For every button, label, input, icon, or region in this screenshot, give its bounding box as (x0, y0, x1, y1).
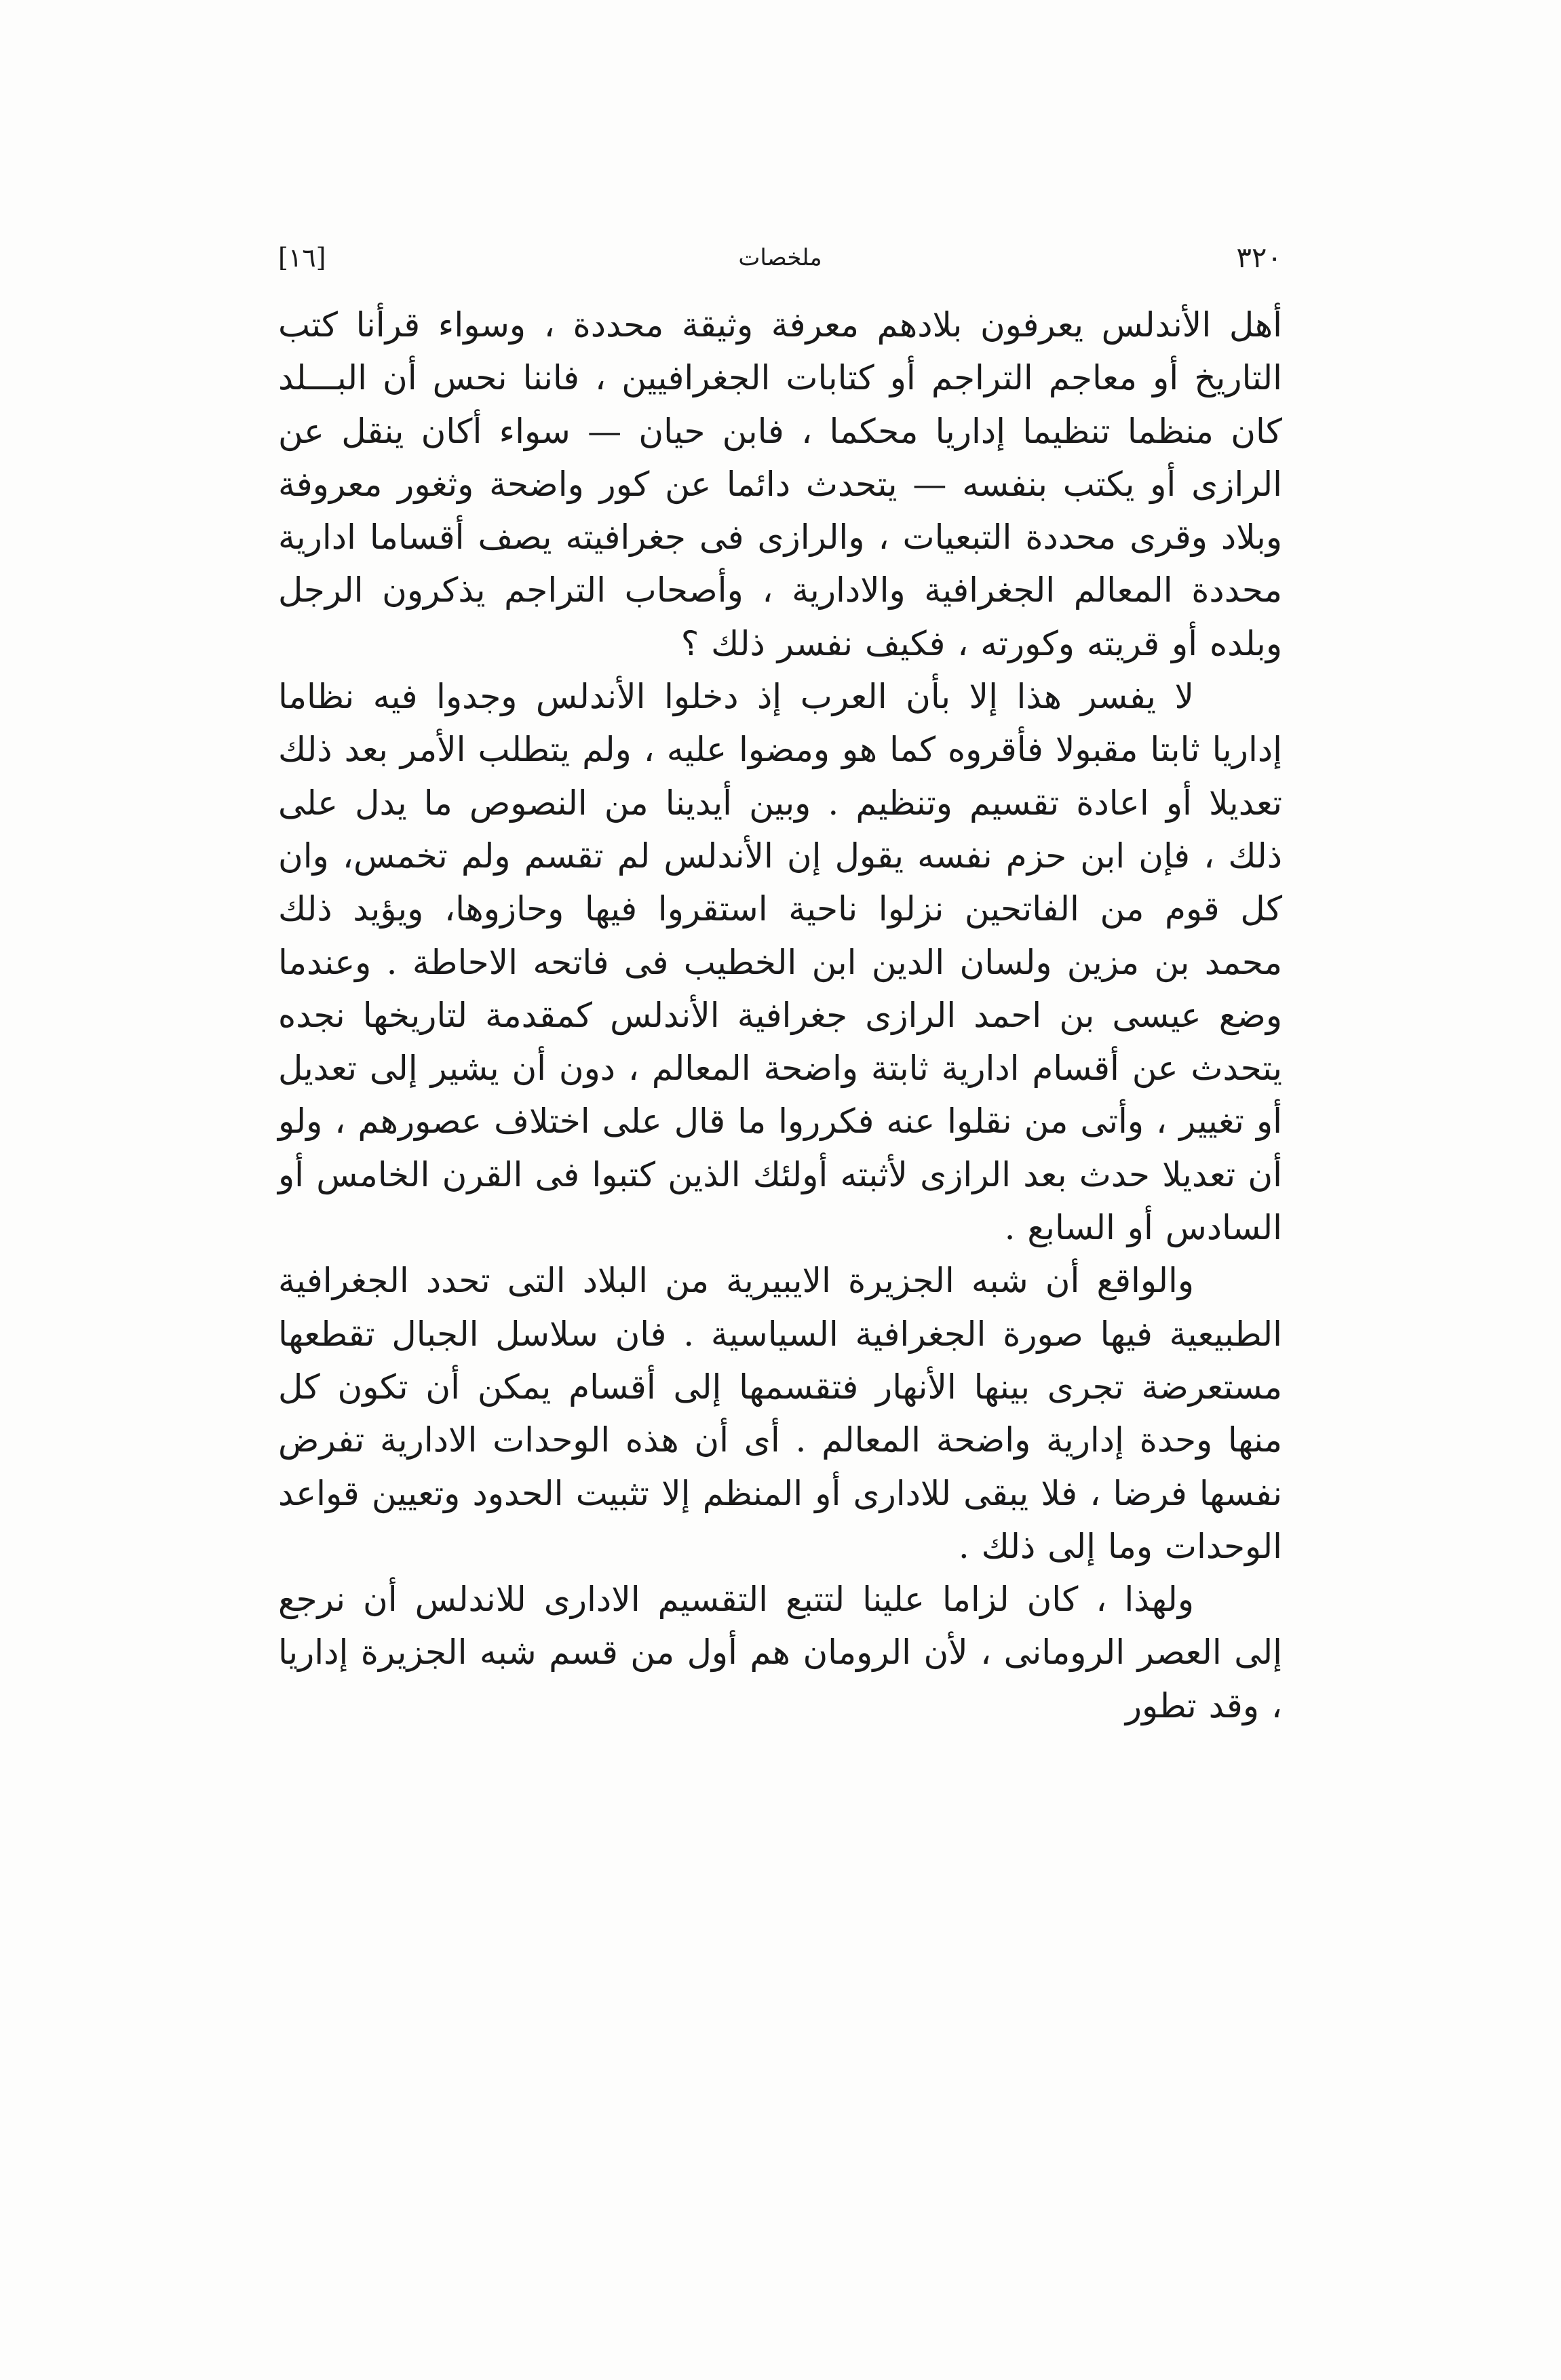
section-title: ملخصات (738, 244, 822, 271)
paragraph-2: لا يفسر هذا إلا بأن العرب إذ دخلوا الأندلس وجدوا فيه نظاما إداريا ثابتا مقبولا فأقروه كما هو ومضوا عليه ، ولم يتطلب الأمر بعد ذلك تعديلا أو اعادة تقسيم وتنظيم . وبين أيدينا من النصوص ما يدل على ذلك ، فإن ابن حزم نفسه يقول إن الأندلس لم تقسم ولم تخمس، وان كل قوم من الفاتحين نزلوا ناحية استقروا فيها وحازوها، ويؤيد ذلك محمد بن مزين ولسان الدين ابن الخطيب فى فاتحه الاحاطة . وعندما وضع عيسى بن احمد الرازى جغرافية الأندلس كمقدمة لتاريخها نجده يتحدث عن أقسام ادارية ثابتة واضحة المعالم ، دون أن يشير إلى تعديل أو تغيير ، وأتى من نقلوا عنه فكرروا ما قال على اختلاف عصورهم ، ولو أن تعديلا حدث بعد الرازى لأثبته أولئك الذين كتبوا فى القرن الخامس أو السادس أو السابع . (278, 677, 1282, 1248)
body-text (278, 298, 1282, 1732)
page-number: ٣٢٠ (1236, 241, 1282, 274)
paragraph-3: والواقع أن شبه الجزيرة الايبيرية من البلاد التى تحدد الجغرافية الطبيعية فيها صورة الجغرافية السياسية . فان سلاسل الجبال تقطعها مستعرضة تجرى بينها الأنهار فتقسمها إلى أقسام يمكن أن تكون كل منها وحدة إدارية واضحة المعالم . أى أن هذه الوحدات الادارية تفرض نفسها فرضا ، فلا يبقى للادارى أو المنظم إلا تثبيت الحدود وتعيين قواعد الوحدات وما إلى ذلك . (278, 1261, 1282, 1566)
paragraph-4: ولهذا ، كان لزاما علينا لتتبع التقسيم الادارى للاندلس أن نرجع إلى العصر الرومانى ، لأن الرومان هم أول من قسم شبه الجزيرة إداريا ، وقد تطور (278, 1580, 1282, 1725)
running-head (278, 231, 1282, 285)
section-reference: [١٦] (278, 243, 326, 273)
paragraph-1: أهل الأندلس يعرفون بلادهم معرفة وثيقة محددة ، وسواء قرأنا كتب التاريخ أو معاجم التراجم أو كتابات الجغرافيين ، فاننا نحس أن البـــلد كان منظما تنظيما إداريا محكما ، فابن حيان — سواء أكان ينقل عن الرازى أو يكتب بنفسه — يتحدث دائما عن كور واضحة وثغور معروفة وبلاد وقرى محددة التبعيات ، والرازى فى جغرافيته يصف أقساما ادارية محددة المعالم الجغرافية والادارية ، وأصحاب التراجم يذكرون الرجل وبلده أو قريته وكورته ، فكيف نفسر ذلك ؟ (278, 305, 1282, 663)
